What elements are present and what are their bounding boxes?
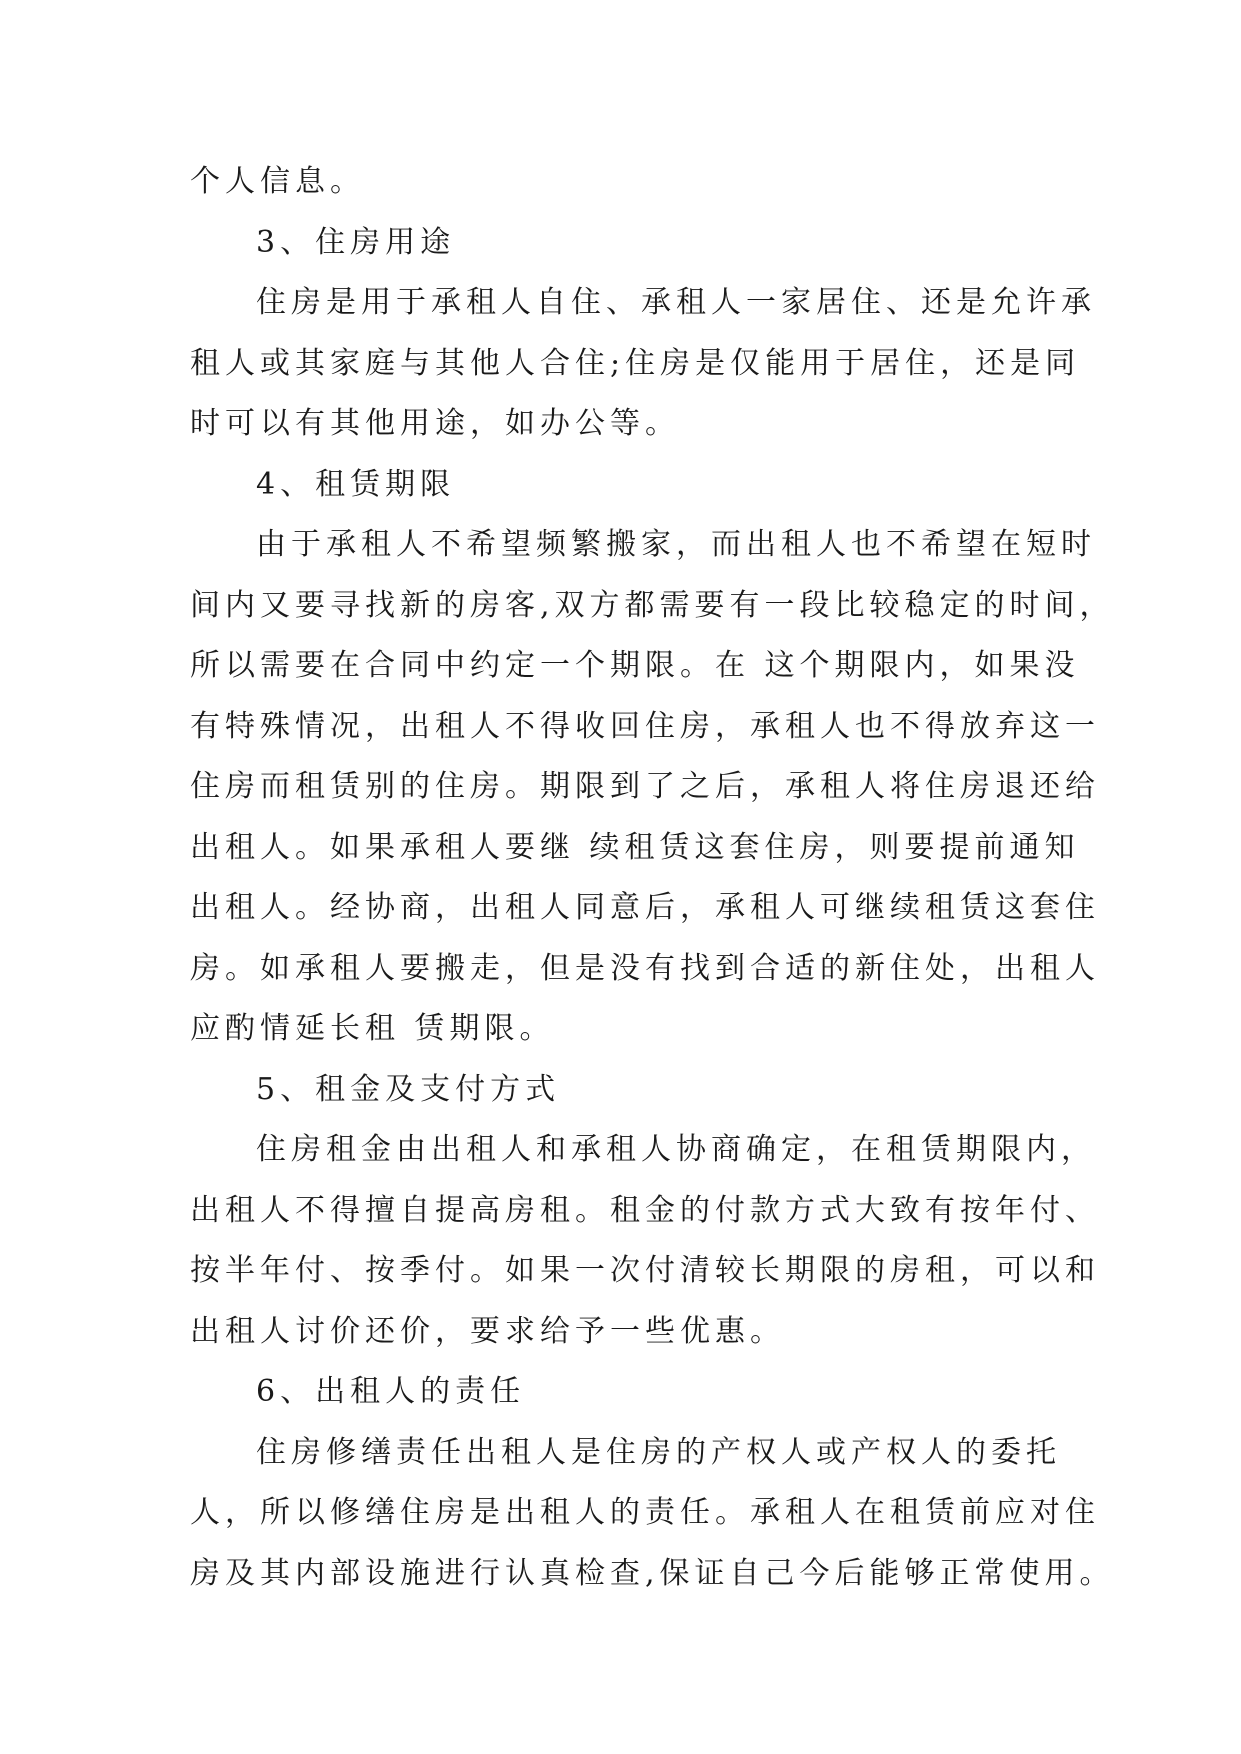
section-heading: 5、租金及支付方式 [256, 1071, 561, 1107]
text-line: 时可以有其他用途，如办公等。 [190, 406, 680, 441]
text-line: 住房是用于承租人自住、承租人一家居住、还是允许承 [256, 285, 1096, 320]
text-line: 房及其内部设施进行认真检查,保证自己今后能够正常使用。 [190, 1555, 1115, 1591]
text-line: 出租人讨价还价，要求给予一些优惠。 [190, 1313, 785, 1349]
text-line: 住房修缮责任出租人是住房的产权人或产权人的委托 [256, 1434, 1061, 1470]
text-line: 人，所以修缮住房是出租人的责任。承租人在租赁前应对住 [190, 1495, 1100, 1530]
text-line: 按半年付、按季付。如果一次付清较长期限的房租，可以和 [190, 1253, 1100, 1288]
document-body [190, 152, 1115, 1604]
text-line: 间内又要寻找新的房客,双方都需要有一段比较稳定的时间， [190, 587, 1115, 623]
text-line: 住房租金由出租人和承租人协商确定，在租赁期限内， [256, 1132, 1096, 1167]
section-heading: 3、住房用途 [256, 224, 456, 260]
text-line: 出租人。如果承租人要继 续租赁这套住房，则要提前通知 [190, 829, 1080, 865]
text-line: 所以需要在合同中约定一个期限。在 这个期限内，如果没 [190, 648, 1080, 683]
text-line: 出租人。经协商，出租人同意后，承租人可继续租赁这套住 [190, 890, 1100, 925]
text-line: 房。如承租人要搬走，但是没有找到合适的新住处，出租人 [190, 950, 1100, 986]
text-line: 由于承租人不希望频繁搬家，而出租人也不希望在短时 [256, 527, 1096, 562]
text-line: 租人或其家庭与其他人合住;住房是仅能用于居住，还是同 [190, 345, 1081, 381]
text-line: 住房而租赁别的住房。期限到了之后，承租人将住房退还给 [190, 769, 1100, 804]
section-heading: 6、出租人的责任 [256, 1374, 526, 1409]
section-heading: 4、租赁期限 [256, 466, 456, 502]
text-line: 出租人不得擅自提高房租。租金的付款方式大致有按年付、 [190, 1192, 1100, 1228]
text-line: 有特殊情况，出租人不得收回住房，承租人也不得放弃这一 [190, 708, 1100, 744]
text-line: 应酌情延长租 赁期限。 [190, 1011, 555, 1046]
text-line: 个人信息。 [190, 164, 365, 199]
